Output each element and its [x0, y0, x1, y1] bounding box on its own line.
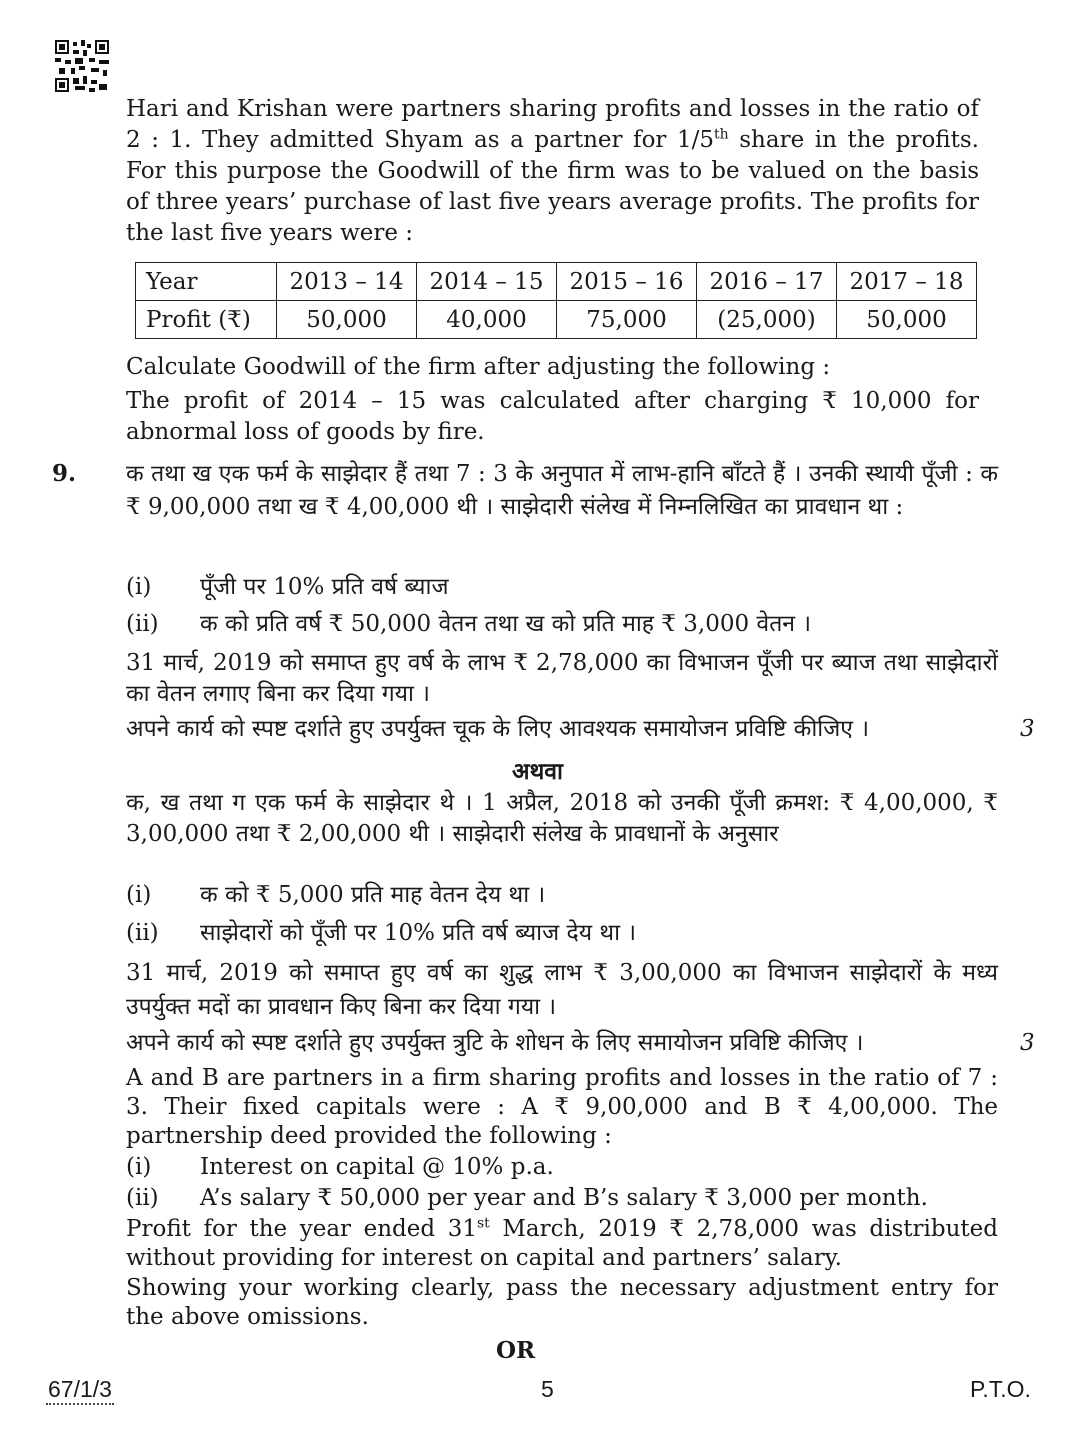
page-number: 5 — [541, 1376, 554, 1402]
or-divider-hindi: अथवा — [512, 758, 564, 785]
hindi-profit-statement: 31 मार्च, 2019 को समाप्त हुए वर्ष के लाभ ₹ 2,78,000 का विभाजन पूँजी पर ब्याज तथा साझेदारों का वेतन लगाए बिना कर दिया गया । — [126, 650, 998, 707]
table-header-year: Year — [136, 263, 277, 301]
hindi-or-intro: क, ख तथा ग एक फर्म के साझेदार थे । 1 अप्रैल, 2018 को उनकी पूँजी क्रमश: ₹ 4,00,000, ₹ 3,00,000 तथा ₹ 2,00,000 थी । साझेदारी संलेख के प्रावधानों के अनुसार — [126, 790, 998, 847]
table-row — [136, 301, 977, 339]
year-cell: 2016 – 17 — [697, 263, 837, 301]
adjustment-note: The profit of 2014 – 15 was calculated after charging ₹ 10,000 for abnormal loss of goods by fire. — [126, 388, 979, 445]
marks: 3 — [1020, 716, 1035, 742]
question-number: 9. — [52, 460, 77, 487]
english-question-intro: A and B are partners in a firm sharing profits and losses in the ratio of 7 : 3. Their fixed capitals were : A ₹ 9,00,000 and B ₹ 4,00,000. The partnership deed provided the following : — [126, 1065, 998, 1149]
english-profit-statement: Profit for the year ended 31st March, 2019 ₹ 2,78,000 was distributed without providing for interest on capital and partners’ salary. — [126, 1215, 998, 1271]
profit-cell: 50,000 — [277, 301, 417, 339]
hindi-task: अपने कार्य को स्पष्ट दर्शाते हुए उपर्युक्त चूक के लिए आवश्यक समायोजन प्रविष्टि कीजिए । — [126, 716, 870, 742]
year-cell: 2014 – 15 — [417, 263, 557, 301]
or-divider-english: OR — [496, 1337, 536, 1364]
calculate-instruction: Calculate Goodwill of the firm after adjusting the following : — [126, 354, 831, 380]
english-provision-i: (i) Interest on capital @ 10% p.a. — [126, 1154, 554, 1180]
hindi-or-profit-statement: 31 मार्च, 2019 को समाप्त हुए वर्ष का शुद्ध लाभ ₹ 3,00,000 का विभाजन साझेदारों के मध्य उपर्युक्त मदों का प्रावधान किए बिना कर दिया गया । — [126, 960, 998, 1020]
pto-label: P.T.O. — [970, 1376, 1031, 1402]
hindi-or-provision-ii: (ii) साझेदारों को पूँजी पर 10% प्रति वर्ष ब्याज देय था । — [126, 920, 637, 946]
english-task: Showing your working clearly, pass the necessary adjustment entry for the above omissions. — [126, 1275, 998, 1330]
paper-code: 67/1/3 — [46, 1376, 114, 1405]
english-provision-ii: (ii) A’s salary ₹ 50,000 per year and B’s salary ₹ 3,000 per month. — [126, 1185, 928, 1211]
profit-cell: 75,000 — [557, 301, 697, 339]
profit-cell: 40,000 — [417, 301, 557, 339]
year-cell: 2017 – 18 — [837, 263, 977, 301]
qr-code-icon — [55, 40, 109, 92]
profit-table — [135, 262, 977, 339]
hindi-question-intro: क तथा ख एक फर्म के साझेदार हैं तथा 7 : 3 के अनुपात में लाभ-हानि बाँटते हैं । उनकी स्थायी पूँजी : क ₹ 9,00,000 तथा ख ₹ 4,00,000 थी । साझेदारी संलेख में निम्नलिखित का प्रावधान था : — [126, 461, 998, 520]
intro-paragraph: Hari and Krishan were partners sharing profits and losses in the ratio of 2 : 1. They admitted Shyam as a partner for 1/5th share in the profits. For this purpose the Goodwill of the firm was to be valued on the basis of three years’ purchase of last five years average profits. The profits for the last five years were : — [126, 96, 979, 246]
table-header-profit: Profit (₹) — [136, 301, 277, 339]
table-row — [136, 263, 977, 301]
hindi-provision-ii: (ii) क को प्रति वर्ष ₹ 50,000 वेतन तथा ख को प्रति माह ₹ 3,000 वेतन । — [126, 611, 812, 637]
year-cell: 2013 – 14 — [277, 263, 417, 301]
year-cell: 2015 – 16 — [557, 263, 697, 301]
hindi-or-provision-i: (i) क को ₹ 5,000 प्रति माह वेतन देय था । — [126, 882, 546, 908]
hindi-or-task: अपने कार्य को स्पष्ट दर्शाते हुए उपर्युक्त त्रुटि के शोधन के लिए समायोजन प्रविष्टि कीजिए । — [126, 1030, 864, 1056]
profit-cell: (25,000) — [697, 301, 837, 339]
profit-cell: 50,000 — [837, 301, 977, 339]
marks: 3 — [1020, 1030, 1035, 1056]
hindi-provision-i: (i) पूँजी पर 10% प्रति वर्ष ब्याज — [126, 574, 449, 600]
